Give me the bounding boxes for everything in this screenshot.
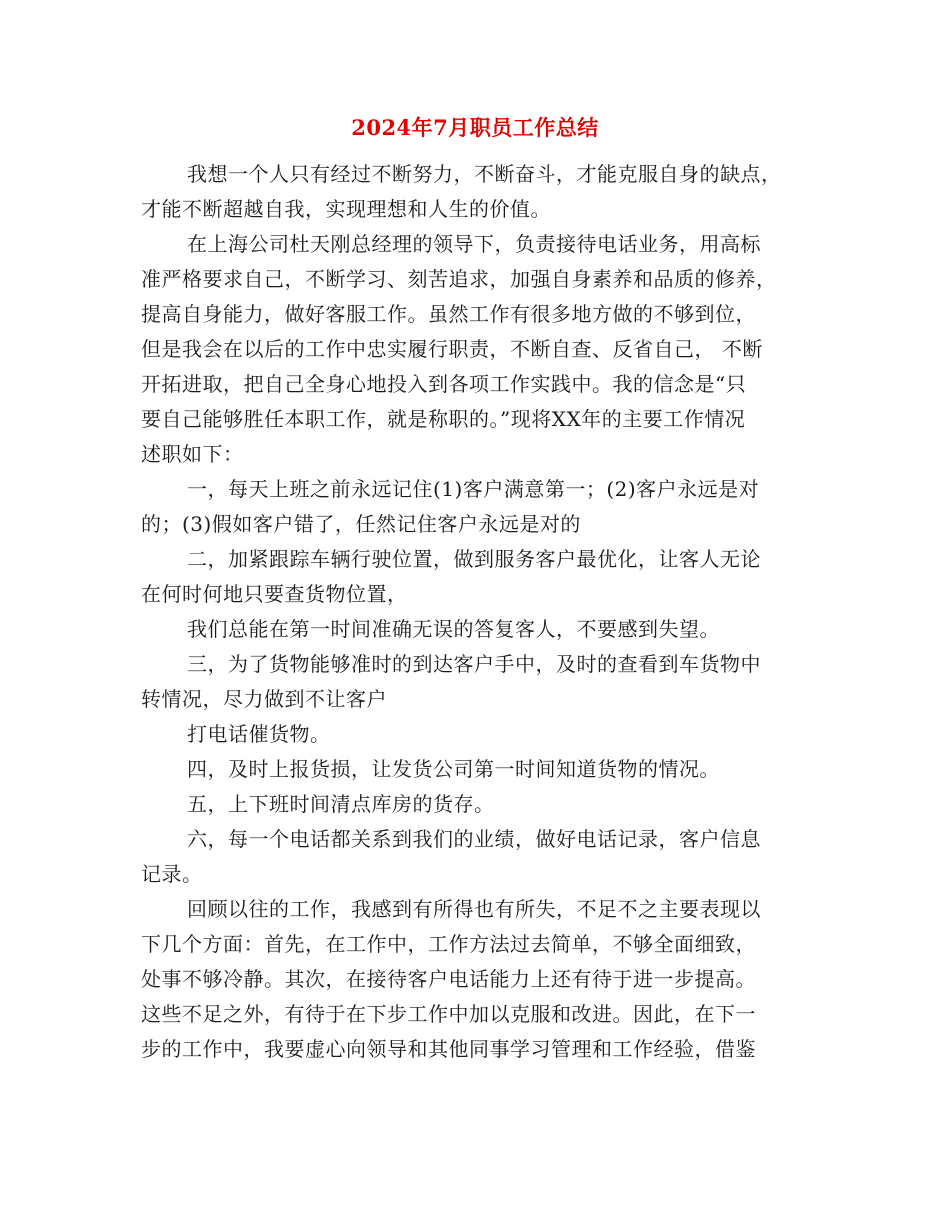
text-line: 但是我会在以后的工作中忠实履行职责，不断自查、反省自己， 不断	[141, 337, 763, 361]
text-line: 开拓进取，把自己全身心地投入到各项工作实践中。我的信念是“只	[141, 372, 747, 396]
text-line: 记录。	[141, 862, 203, 886]
text-line: 在何时何地只要查货物位置，	[141, 582, 408, 606]
text-line: 处事不够冷静。其次，在接待客户电话能力上还有待于进一步提高。	[141, 967, 756, 991]
text-line: 我想一个人只有经过不断努力，不断奋斗，才能克服自身的缺点，	[187, 162, 782, 186]
text-line: 述职如下：	[141, 442, 244, 466]
text-line: 的；(3)假如客户错了，任然记住客户永远是对的	[141, 512, 581, 536]
text-line: 一，每天上班之前永远记住(1)客户满意第一；(2)客户永远是对	[187, 477, 760, 501]
text-line: 提高自身能力，做好客服工作。虽然工作有很多地方做的不够到位，	[141, 302, 756, 326]
text-line: 才能不断超越自我，实现理想和人生的价值。	[141, 197, 551, 221]
text-line: 二，加紧跟踪车辆行驶位置，做到服务客户最优化，让客人无论	[187, 547, 761, 571]
text-line: 回顾以往的工作，我感到有所得也有所失，不足不之主要表现以	[187, 897, 761, 921]
text-line: 准严格要求自己，不断学习、刻苦追求，加强自身素养和品质的修养，	[141, 267, 777, 291]
text-line: 步的工作中，我要虚心向领导和其他同事学习管理和工作经验，借鉴	[141, 1037, 756, 1061]
text-line: 这些不足之外，有待于在下步工作中加以克服和改进。因此，在下一	[141, 1002, 756, 1026]
document-title: 2024年7月职员工作总结	[351, 115, 599, 140]
text-line: 五，上下班时间清点库房的货存。	[187, 792, 495, 816]
text-line: 转情况，尽力做到不让客户	[141, 687, 387, 711]
text-line: 我们总能在第一时间准确无误的答复客人，不要感到失望。	[187, 617, 720, 641]
text-line: 三，为了货物能够准时的到达客户手中，及时的查看到车货物中	[187, 652, 761, 676]
text-line: 四，及时上报货损，让发货公司第一时间知道货物的情况。	[187, 757, 720, 781]
text-line: 打电话催货物。	[187, 722, 331, 746]
text-line: 在上海公司杜天刚总经理的领导下，负责接待电话业务，用高标	[187, 232, 761, 256]
document-body	[141, 157, 811, 1067]
text-line: 要自己能够胜任本职工作，就是称职的。”现将XX年的主要工作情况	[141, 407, 746, 431]
text-line: 下几个方面：首先，在工作中，工作方法过去简单，不够全面细致，	[141, 932, 756, 956]
text-line: 六，每一个电话都关系到我们的业绩，做好电话记录，客户信息	[187, 827, 761, 851]
